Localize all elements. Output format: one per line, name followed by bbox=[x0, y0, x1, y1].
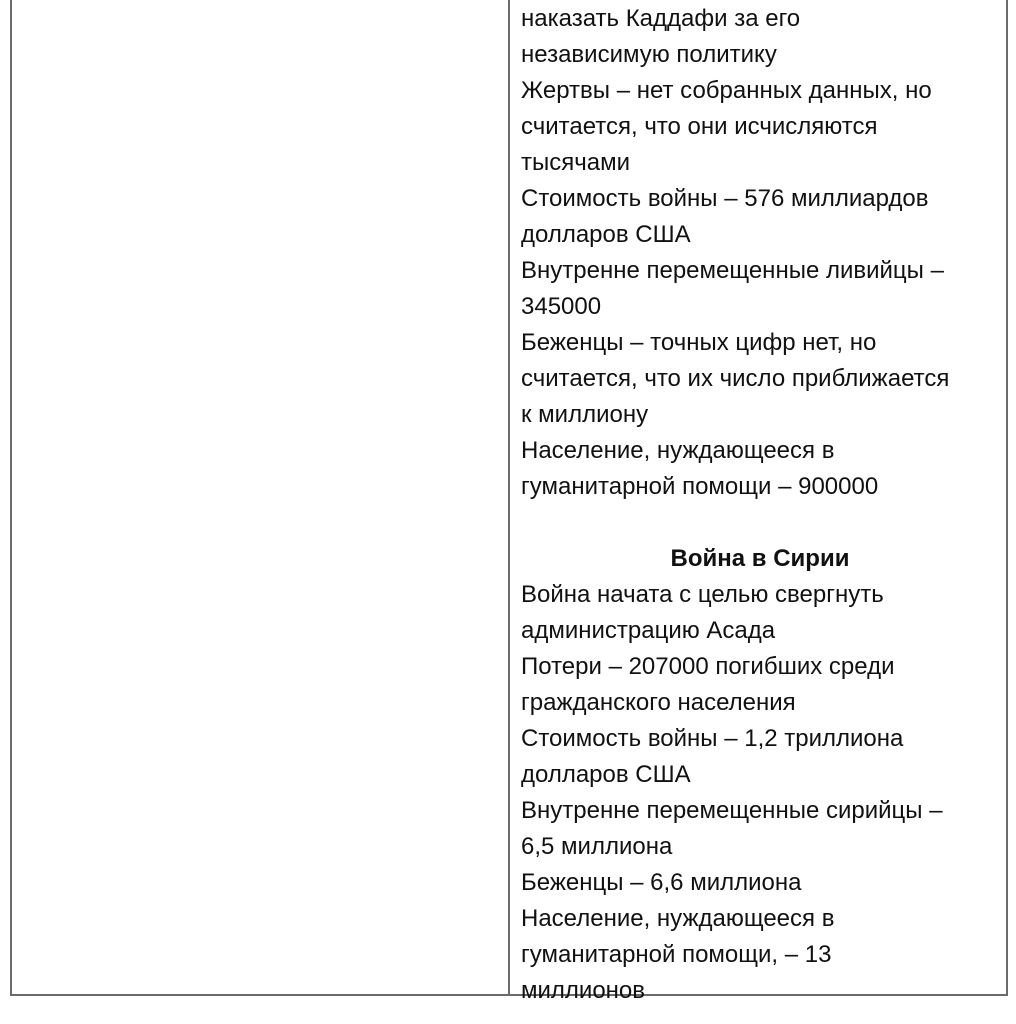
column-divider bbox=[508, 0, 510, 996]
text-line: гуманитарной помощи, – 13 bbox=[521, 941, 832, 968]
table-cell-right bbox=[521, 1, 999, 1009]
text-line: Население, нуждающееся в bbox=[521, 905, 835, 932]
text-line: гуманитарной помощи – 900000 bbox=[521, 473, 879, 500]
libya-section bbox=[521, 1, 999, 505]
text-line: тысячами bbox=[521, 149, 630, 176]
text-line: миллионов bbox=[521, 977, 646, 1004]
text-line: Стоимость войны – 576 миллиардов bbox=[521, 185, 929, 212]
text-line: Внутренне перемещенные сирийцы – bbox=[521, 797, 943, 824]
text-line: Потери – 207000 погибших среди bbox=[521, 653, 895, 680]
text-line: Внутренне перемещенные ливийцы – bbox=[521, 257, 944, 284]
text-line: Война начата с целью свергнуть bbox=[521, 581, 884, 608]
text-line: Беженцы – 6,6 миллиона bbox=[521, 869, 802, 896]
text-line: долларов США bbox=[521, 761, 691, 788]
text-line: Стоимость войны – 1,2 триллиона bbox=[521, 725, 904, 752]
text-line: долларов США bbox=[521, 221, 691, 248]
text-line: Жертвы – нет собранных данных, но bbox=[521, 77, 932, 104]
text-line: к миллиону bbox=[521, 401, 649, 428]
text-line: 345000 bbox=[521, 293, 602, 320]
text-line: Беженцы – точных цифр нет, но bbox=[521, 329, 877, 356]
text-line: гражданского населения bbox=[521, 689, 796, 716]
text-line: 6,5 миллиона bbox=[521, 833, 673, 860]
text-line: администрацию Асада bbox=[521, 617, 776, 644]
syria-section bbox=[521, 541, 999, 1009]
section-heading: Война в Сирии bbox=[670, 545, 850, 572]
text-line: считается, что они исчисляются bbox=[521, 113, 878, 140]
text-line: независимую политику bbox=[521, 41, 777, 68]
blank-line bbox=[521, 505, 999, 541]
text-line: считается, что их число приближается bbox=[521, 365, 950, 392]
text-line: наказать Каддафи за его bbox=[521, 5, 801, 32]
text-line: Население, нуждающееся в bbox=[521, 437, 835, 464]
